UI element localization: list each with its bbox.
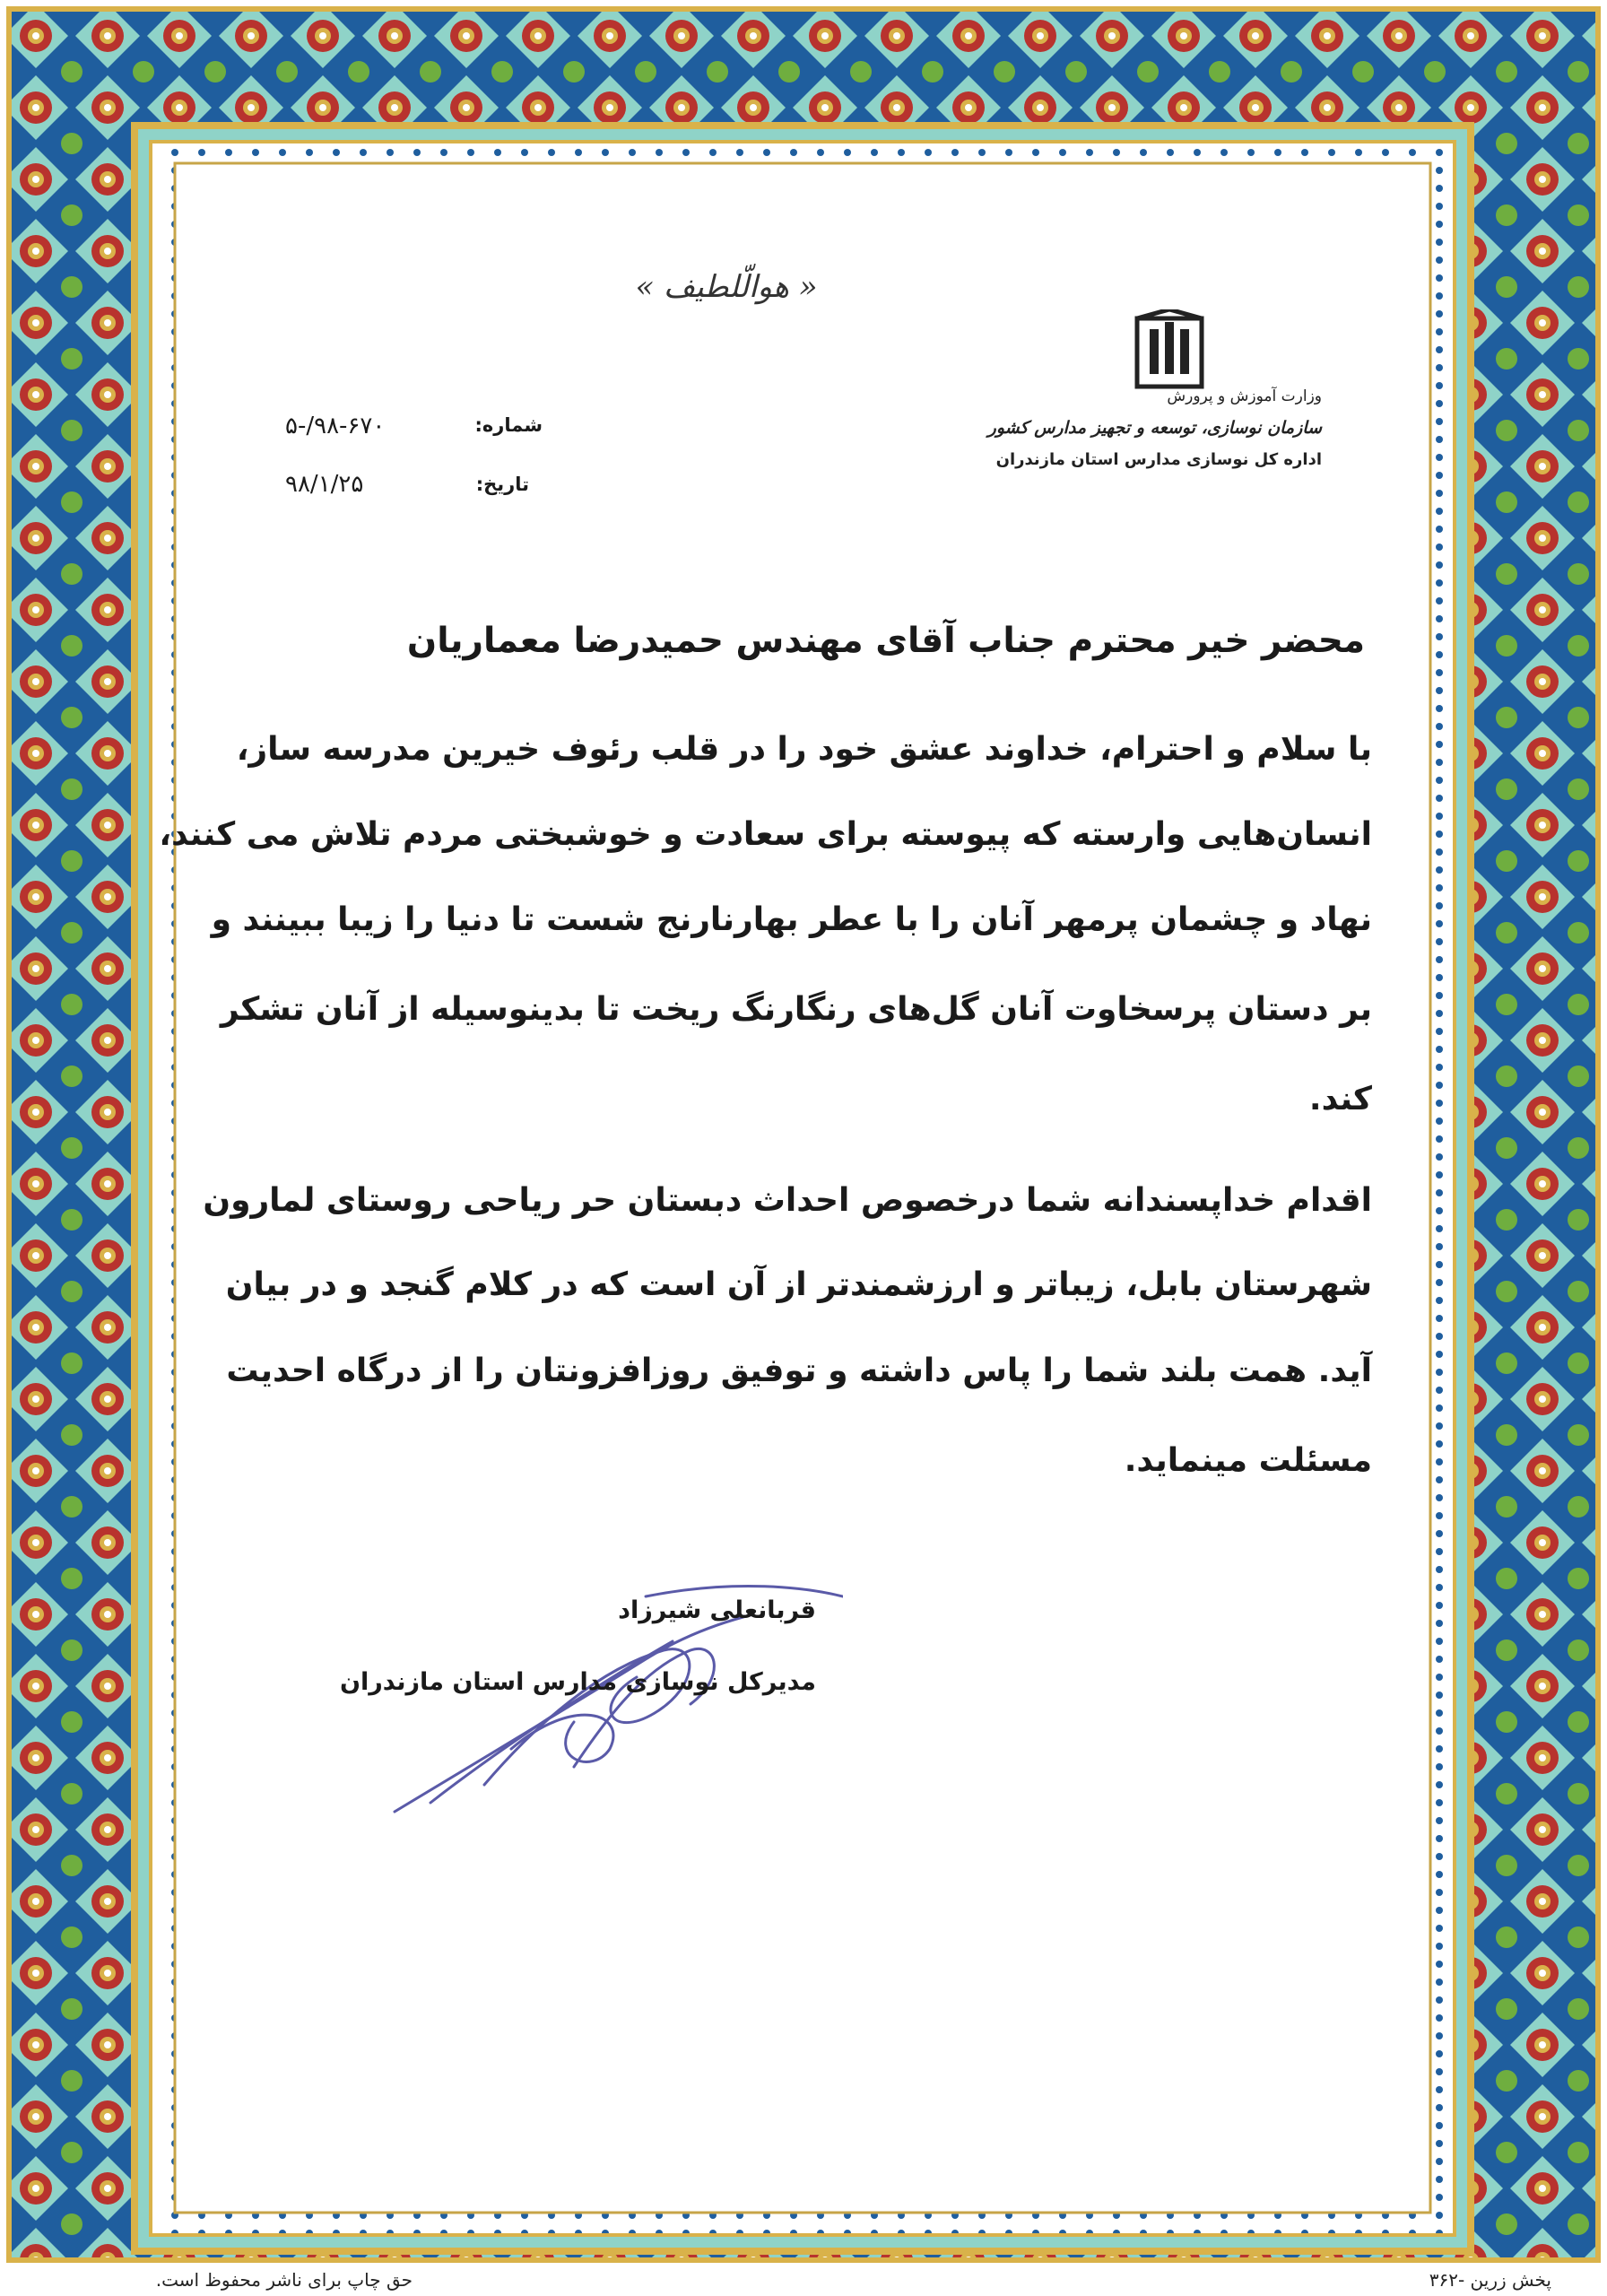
department-name: اداره کل نوسازی مدارس استان مازندران [995,450,1322,469]
body-line: بر دستان پرسخاوت آنان گل‌های رنگارنگ ریخت تا بدینوسیله از آنان تشکر [220,991,1372,1028]
ministry-logo [1132,309,1207,396]
date-label: تاریخ: [475,474,529,495]
signatory-title: مدیرکل نوسازی مدارس استان مازندران [339,1668,816,1696]
body-line: با سلام و احترام، خداوند عشق خود را در قلب رئوف خیرین مدرسه ساز، [236,731,1372,768]
ministry-name: وزارت آموزش و پرورش [1167,387,1322,405]
body-line: کند. [1308,1081,1372,1118]
body-line: مسئلت مینماید. [1124,1442,1372,1479]
body-line: شهرستان بابل، زیباتر و ارزشمندتر از آن است که در کلام گنجد و در بیان [225,1266,1372,1303]
number-label: شماره: [474,414,543,436]
body-line: آید. همت بلند شما را پاس داشته و توفیق روزافزونتان را از درگاه احدیت [226,1352,1372,1389]
signatory-name: قربانعلی شیرزاد [618,1596,816,1624]
motto: « هوالّلطیف » [635,269,818,305]
number-value: ۵-/۹۸-۶۷۰ [285,413,386,439]
body-line: اقدام خداپسندانه شما درخصوص احداث دبستان حر ریاحی روستای لمارون [203,1182,1372,1219]
salutation: محضر خیر محترم جناب آقای مهندس حمیدرضا معماریان [406,621,1365,661]
distributor-note: پخش زرین -۳۶۲ [1429,2269,1551,2291]
body-line: انسان‌هایی وارسته که پیوسته برای سعادت و خوشبختی مردم تلاش می کنند، [159,816,1372,853]
body-line: نهاد و چشمان پرمهر آنان را با عطر بهارنارنج شست تا دنیا را زیبا ببینند و [211,901,1372,938]
date-value: ۹۸/۱/۲۵ [285,471,364,498]
organization-name: سازمان نوسازی، توسعه و تجهیز مدارس کشور [987,418,1322,438]
copyright-note: حق چاپ برای ناشر محفوظ است. [155,2269,413,2291]
